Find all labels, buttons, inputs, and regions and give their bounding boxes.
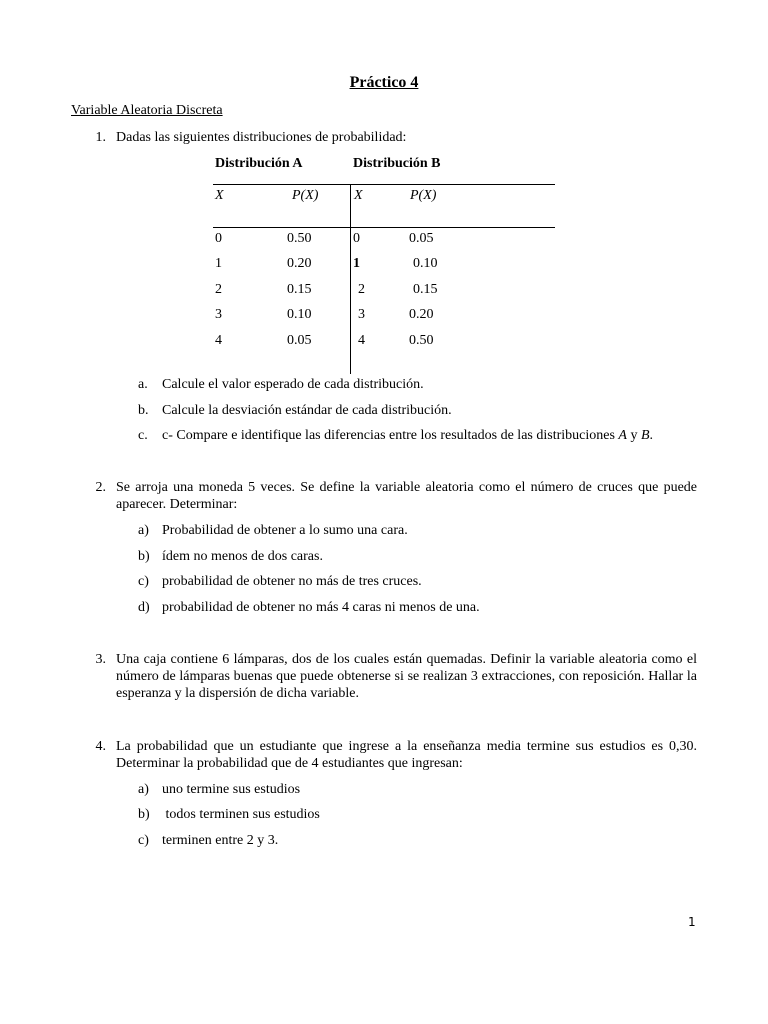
table-cell: 3 (358, 307, 365, 322)
question-2-number: 2. (95, 480, 106, 495)
item-text: Probabilidad de obtener a lo sumo una cara. (162, 523, 408, 538)
item-text-pre: c- Compare e identifique las diferencias entre los resultados de las distribuciones (162, 428, 619, 443)
table-cell: 0.15 (413, 282, 438, 297)
table-cell: 0.20 (287, 256, 312, 271)
dist-b-ref: B (640, 428, 650, 443)
page-number: 1 (688, 915, 696, 929)
item-letter: b. (138, 403, 149, 418)
table-cell: 0.20 (409, 307, 434, 322)
question-3-text: Una caja contiene 6 lámparas, dos de los cuales están quemadas. Definir la variable aleatoria como el número de lámparas buenas que puede obtenerse si se realizan 3 extracciones, con reposición. Hallar la esperanza y la dispersión de dicha variable. (116, 652, 697, 701)
item-letter: c) (138, 574, 149, 589)
question-1-number: 1. (95, 130, 106, 145)
table-cell: 1 (353, 256, 360, 271)
conjunction: y (626, 428, 641, 443)
dist-a-title: Distribución A (215, 156, 303, 171)
item-text (162, 427, 653, 444)
item-text: terminen entre 2 y 3. (162, 833, 279, 848)
item-text: probabilidad de obtener no más 4 caras ni menos de una. (162, 600, 480, 615)
dist-b-title: Distribución B (353, 156, 441, 171)
page-title: Práctico 4 (349, 74, 419, 91)
period: . (649, 428, 654, 443)
table-divider (350, 184, 351, 374)
question-3-number: 3. (95, 652, 106, 667)
table-cell: 0.05 (409, 231, 434, 246)
item-text: Calcule la desviación estándar de cada distribución. (162, 403, 452, 418)
item-letter: a) (138, 523, 149, 538)
table-cell: 0.10 (413, 256, 438, 271)
item-text: uno termine sus estudios (162, 782, 301, 797)
table-cell: 1 (215, 256, 222, 271)
table-cell: 0.50 (287, 231, 312, 246)
col-px-b: P(X) (410, 188, 437, 203)
table-cell: 0.10 (287, 307, 312, 322)
item-text: probabilidad de obtener no más de tres cruces. (162, 574, 422, 589)
table-cell: 3 (215, 307, 222, 322)
section-title: Variable Aleatoria Discreta (71, 103, 223, 118)
question-4-number: 4. (95, 739, 106, 754)
item-letter: b) (138, 549, 150, 564)
item-letter: b) (138, 807, 150, 822)
item-letter: c. (138, 428, 148, 443)
table-cell: 4 (358, 333, 365, 348)
item-text: todos terminen sus estudios (162, 807, 320, 822)
col-x-b: X (354, 188, 363, 203)
item-letter: a) (138, 782, 149, 797)
question-4-text: La probabilidad que un estudiante que ingrese a la enseñanza media termine sus estudios es 0,30. Determinar la probabilidad que de 4 estudiantes que ingresan: (116, 739, 697, 771)
col-x-a: X (215, 188, 224, 203)
table-header-rule (213, 227, 555, 228)
table-cell: 0.05 (287, 333, 312, 348)
question-1-text: Dadas las siguientes distribuciones de probabilidad: (116, 130, 407, 145)
item-letter: c) (138, 833, 149, 848)
question-2-text: Se arroja una moneda 5 veces. Se define la variable aleatoria como el número de cruces que puede aparecer. Determinar: (116, 480, 697, 512)
table-cell: 2 (358, 282, 365, 297)
table-cell: 0.15 (287, 282, 312, 297)
item-text: ídem no menos de dos caras. (162, 549, 323, 564)
item-text: Calcule el valor esperado de cada distribución. (162, 377, 424, 392)
table-cell: 0 (215, 231, 222, 246)
dist-a-ref: A (618, 428, 627, 443)
table-cell: 0 (353, 231, 360, 246)
table-top-rule (213, 184, 555, 185)
table-cell: 0.50 (409, 333, 434, 348)
col-px-a: P(X) (292, 188, 319, 203)
table-cell: 2 (215, 282, 222, 297)
item-letter: d) (138, 600, 150, 615)
item-letter: a. (138, 377, 148, 392)
table-cell: 4 (215, 333, 222, 348)
